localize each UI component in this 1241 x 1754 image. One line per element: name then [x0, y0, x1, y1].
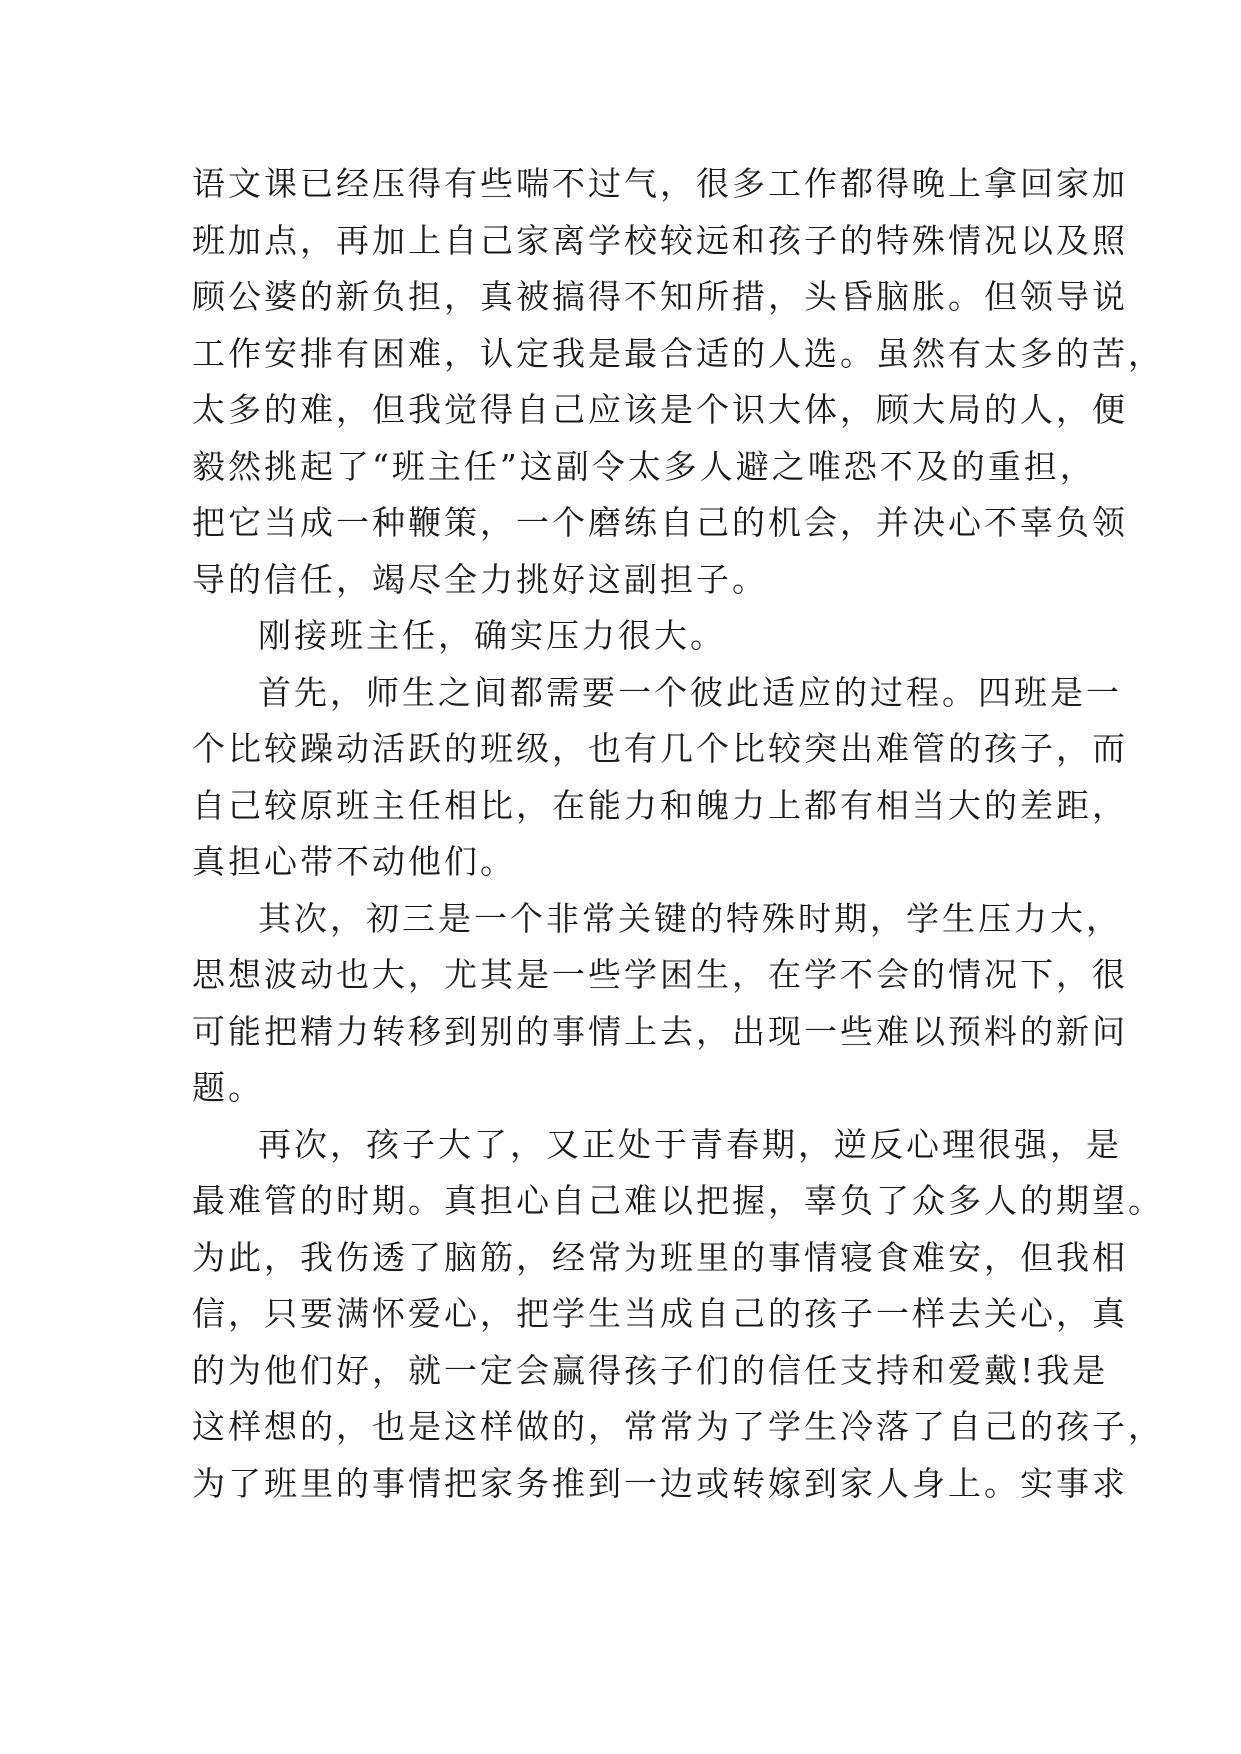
text-line: 自己较原班主任相比，在能力和魄力上都有相当大的差距，	[192, 785, 1128, 825]
text-line: 太多的难，但我觉得自己应该是个识大体，顾大局的人，便	[192, 390, 1128, 429]
text-line: 把它当成一种鞭策，一个磨练自己的机会，并决心不辜负领	[192, 503, 1128, 542]
text-line: 班加点，再加上自己家离学校较远和孩子的特殊情况以及照	[192, 220, 1128, 260]
text-line: 为此，我伤透了脑筋，经常为班里的事情寝食难安，但我相	[192, 1237, 1128, 1277]
text-line: 刚接班主任，确实压力很大。	[258, 616, 726, 655]
text-line: 为了班里的事情把家务推到一边或转嫁到家人身上。实事求	[192, 1463, 1128, 1503]
text-line: 其次，初三是一个非常关键的特殊时期，学生压力大，	[258, 898, 1122, 938]
text-line: 导的信任，竭尽全力挑好这副担子。	[192, 559, 768, 599]
body-text	[192, 156, 1164, 1512]
text-line: 个比较躁动活跃的班级，也有几个比较突出难管的孩子，而	[192, 729, 1128, 768]
text-line: 信，只要满怀爱心，把学生当成自己的孩子一样去关心，真	[192, 1294, 1128, 1333]
text-line: 思想波动也大，尤其是一些学困生，在学不会的情况下，很	[192, 955, 1128, 994]
text-line: 毅然挑起了“班主任”这副令太多人避之唯恐不及的重担，	[192, 446, 1096, 486]
text-line: 可能把精力转移到别的事情上去，出现一些难以预料的新问	[192, 1011, 1128, 1051]
text-line: 这样想的，也是这样做的，常常为了学生冷落了自己的孩子，	[192, 1407, 1164, 1446]
text-line: 题。	[192, 1068, 264, 1107]
text-line: 语文课已经压得有些喘不过气，很多工作都得晚上拿回家加	[192, 164, 1128, 203]
text-line: 再次，孩子大了，又正处于青春期，逆反心理很强，是	[258, 1124, 1122, 1164]
text-line: 最难管的时期。真担心自己难以把握，辜负了众多人的期望。	[192, 1181, 1164, 1220]
text-line: 真担心带不动他们。	[192, 842, 516, 881]
text-line: 顾公婆的新负担，真被搞得不知所措，头昏脑胀。但领导说	[192, 277, 1128, 316]
text-line: 的为他们好，就一定会赢得孩子们的信任支持和爱戴!我是	[192, 1350, 1109, 1390]
text-line: 工作安排有困难，认定我是最合适的人选。虽然有太多的苦，	[192, 333, 1164, 373]
text-line: 首先，师生之间都需要一个彼此适应的过程。四班是一	[258, 672, 1122, 712]
